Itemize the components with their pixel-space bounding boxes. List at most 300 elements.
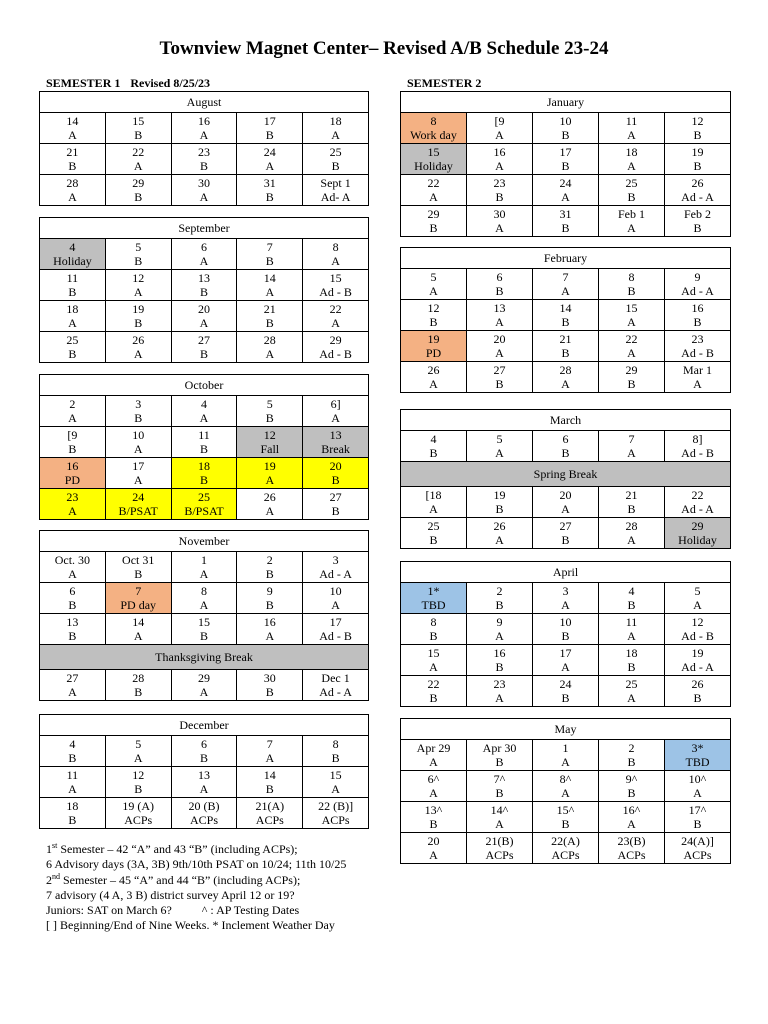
day-type: A (561, 377, 570, 391)
day-cell (105, 670, 171, 701)
day-type: B (693, 128, 702, 142)
month-september (39, 217, 369, 363)
day-type: A (331, 128, 340, 142)
day-type: A (429, 377, 438, 391)
day-type: B (693, 221, 702, 235)
day-cell (467, 362, 533, 393)
day-type: B (627, 377, 636, 391)
day-type: ACPs (255, 813, 284, 827)
page-title: Townview Magnet Center– Revised A/B Schedule 23-24 (159, 38, 609, 59)
day-date: 14 (559, 301, 572, 315)
day-cell (171, 614, 237, 645)
day-cell (105, 144, 171, 175)
day-cell (237, 175, 303, 206)
day-date: 27 (329, 490, 342, 504)
day-type: B (693, 315, 702, 329)
day-date: 4 (69, 240, 76, 254)
day-cell (171, 175, 237, 206)
day-date: 13 (329, 428, 342, 442)
day-type: B (134, 685, 143, 699)
day-date: 13 (493, 301, 506, 315)
day-type: A (331, 316, 340, 330)
day-date: 4 (69, 737, 76, 751)
day-type: B (495, 502, 504, 516)
day-date: 31 (263, 176, 276, 190)
day-type: A (429, 284, 438, 298)
day-cell (171, 270, 237, 301)
day-type: B (68, 813, 77, 827)
day-date: 16^ (622, 803, 641, 817)
week-row (40, 239, 369, 270)
revised-date: Revised 8/25/23 (130, 76, 211, 90)
day-date: 12 (263, 428, 276, 442)
day-cell (303, 489, 369, 520)
day-date: 23(B) (617, 834, 646, 848)
note-line (46, 857, 346, 872)
day-cell (401, 113, 467, 144)
day-type: A (265, 473, 275, 487)
day-type: B (429, 817, 438, 831)
day-cell (401, 300, 467, 331)
week-row (401, 144, 731, 175)
day-date: 15^ (556, 803, 575, 817)
day-cell (40, 552, 106, 583)
day-cell (40, 239, 106, 270)
day-date: 8 (332, 737, 339, 751)
day-type: A (561, 502, 570, 516)
month-name: April (401, 562, 731, 583)
month-name: September (40, 218, 369, 239)
month-august (39, 91, 369, 206)
day-type: A (627, 817, 636, 831)
month-march (400, 409, 731, 549)
day-date: 9 (694, 270, 701, 284)
day-type: Ad - B (319, 285, 352, 299)
day-cell (237, 552, 303, 583)
day-type: A (265, 504, 275, 518)
day-type: B (561, 533, 570, 547)
day-type: A (68, 411, 77, 425)
day-cell (401, 645, 467, 676)
day-cell (40, 583, 106, 614)
day-type: Fall (260, 442, 280, 456)
day-date: Apr 29 (416, 741, 451, 755)
day-date: 7 (266, 737, 273, 751)
day-cell (303, 458, 369, 489)
day-cell (171, 144, 237, 175)
note-text: Juniors: SAT on March 6? ^ : AP Testing Dates (46, 903, 300, 918)
day-cell (665, 518, 731, 549)
day-cell (401, 583, 467, 614)
day-cell (171, 670, 237, 701)
day-cell (40, 113, 106, 144)
day-type: A (199, 567, 209, 581)
day-date: 9 (266, 584, 273, 598)
day-cell (467, 676, 533, 707)
schedule-notes (46, 842, 346, 934)
note-line (46, 873, 346, 888)
day-cell (533, 518, 599, 549)
day-cell (303, 270, 369, 301)
day-type: A (68, 316, 77, 330)
day-type: A (693, 598, 702, 612)
note-line (46, 842, 346, 857)
day-date: 12 (132, 271, 145, 285)
day-cell (401, 144, 467, 175)
day-date: 1 (562, 741, 569, 755)
day-date: 16 (691, 301, 704, 315)
day-date: 16 (493, 646, 506, 660)
week-row (401, 175, 731, 206)
day-cell (171, 798, 237, 829)
day-cell (40, 798, 106, 829)
day-cell (237, 614, 303, 645)
day-cell (599, 518, 665, 549)
month-name: October (40, 375, 369, 396)
day-type: B (561, 346, 570, 360)
day-date: 16 (197, 114, 210, 128)
week-row (401, 269, 731, 300)
day-cell (303, 175, 369, 206)
day-date: 8 (332, 240, 339, 254)
day-type: B (134, 128, 143, 142)
semester-2-heading (407, 76, 481, 91)
day-cell (533, 740, 599, 771)
day-date: [9 (494, 114, 505, 128)
day-date: 19 (427, 332, 440, 346)
week-row (40, 270, 369, 301)
week-row (401, 833, 731, 864)
day-type: A (331, 254, 340, 268)
day-cell (171, 489, 237, 520)
day-date: 27 (197, 333, 210, 347)
day-date: 27 (559, 519, 572, 533)
day-cell (303, 427, 369, 458)
day-cell (40, 767, 106, 798)
day-date: 9 (496, 615, 503, 629)
day-cell (105, 736, 171, 767)
semester-1-heading (46, 76, 210, 91)
day-cell (599, 206, 665, 237)
day-cell (303, 301, 369, 332)
day-date: 25 (625, 677, 638, 691)
week-row (401, 431, 731, 462)
day-date: Oct 31 (122, 553, 155, 567)
day-date: 6 (200, 240, 207, 254)
day-type: A (199, 411, 209, 425)
day-date: 26 (493, 519, 506, 533)
day-type: B (627, 786, 636, 800)
day-cell (599, 802, 665, 833)
day-date: 5 (430, 270, 437, 284)
day-type: A (68, 504, 77, 518)
day-cell (467, 431, 533, 462)
day-cell (665, 833, 731, 864)
day-date: 12 (691, 615, 704, 629)
day-cell (303, 614, 369, 645)
day-date: 10 (559, 615, 572, 629)
day-type: A (495, 691, 504, 705)
day-date: 21 (625, 488, 638, 502)
day-date: Mar 1 (683, 363, 712, 377)
day-type: A (429, 848, 438, 862)
week-row (40, 113, 369, 144)
day-cell (599, 676, 665, 707)
day-type: B (68, 442, 77, 456)
day-type: B (265, 316, 274, 330)
day-cell (533, 771, 599, 802)
day-cell (303, 552, 369, 583)
day-date: 26 (263, 490, 276, 504)
day-date: Feb 1 (618, 207, 645, 221)
day-type: Ad- A (320, 190, 351, 204)
day-date: 24 (132, 490, 145, 504)
week-row (401, 462, 731, 487)
day-type: A (627, 128, 636, 142)
day-type: Ad - A (681, 660, 714, 674)
week-row (40, 552, 369, 583)
week-row (401, 771, 731, 802)
day-date: 29 (329, 333, 342, 347)
day-date: [18 (425, 488, 442, 502)
day-cell (237, 583, 303, 614)
day-date: 12 (427, 301, 440, 315)
day-date: 31 (559, 207, 572, 221)
day-date: 24 (559, 176, 572, 190)
note-line (46, 903, 346, 918)
week-row (401, 676, 731, 707)
day-cell (467, 144, 533, 175)
day-date: 4 (628, 584, 635, 598)
day-cell (40, 175, 106, 206)
day-date: 6 (69, 584, 76, 598)
day-type: Ad - B (681, 346, 714, 360)
day-cell (171, 239, 237, 270)
day-date: 24 (559, 677, 572, 691)
week-row (40, 645, 369, 670)
day-date: Feb 2 (684, 207, 711, 221)
day-cell (599, 771, 665, 802)
day-date: 18 (66, 302, 79, 316)
day-type: Work day (410, 128, 457, 142)
day-date: 15 (197, 615, 210, 629)
day-type: B (134, 782, 143, 796)
day-type: A (265, 629, 275, 643)
month-april (400, 561, 731, 707)
day-cell (467, 583, 533, 614)
day-cell (171, 396, 237, 427)
day-date: 26 (691, 677, 704, 691)
day-cell (467, 175, 533, 206)
week-row (401, 113, 731, 144)
day-date: 5 (496, 432, 503, 446)
day-type: B (495, 660, 504, 674)
day-cell (237, 427, 303, 458)
day-cell (105, 614, 171, 645)
day-date: 14 (66, 114, 79, 128)
day-type: B (68, 751, 77, 765)
semester-2-label: SEMESTER 2 (407, 76, 482, 90)
day-type: A (133, 751, 143, 765)
day-cell (237, 144, 303, 175)
day-date: 28 (263, 333, 276, 347)
day-date: 10 (559, 114, 572, 128)
month-name: February (401, 248, 731, 269)
day-date: 8^ (559, 772, 572, 786)
day-type: A (627, 533, 636, 547)
month-january (400, 91, 731, 237)
day-type: ACPs (683, 848, 712, 862)
note-line (46, 888, 346, 903)
day-date: 21 (263, 302, 276, 316)
day-cell (171, 301, 237, 332)
day-type: B (627, 190, 636, 204)
day-date: 12 (691, 114, 704, 128)
month-february (400, 247, 731, 393)
day-type: B (429, 629, 438, 643)
day-cell (599, 269, 665, 300)
day-type: A (693, 786, 702, 800)
day-date: 12 (132, 768, 145, 782)
day-type: ACPs (189, 813, 218, 827)
day-date: 20 (427, 834, 440, 848)
day-type: Ad - A (319, 685, 352, 699)
day-date: 20 (559, 488, 572, 502)
day-type: B (199, 751, 208, 765)
day-date: 21 (66, 145, 79, 159)
day-cell (303, 583, 369, 614)
note-ordinal-suffix: st (52, 841, 58, 850)
day-cell (665, 144, 731, 175)
day-date: 3 (332, 553, 339, 567)
day-date: 29 (132, 176, 145, 190)
month-name: November (40, 531, 369, 552)
day-date: 16 (493, 145, 506, 159)
day-cell (533, 269, 599, 300)
day-cell (401, 206, 467, 237)
day-date: 2 (496, 584, 503, 598)
day-type: TBD (685, 755, 710, 769)
day-date: 28 (66, 176, 79, 190)
day-cell (467, 331, 533, 362)
day-type: Holiday (53, 254, 92, 268)
day-cell (105, 175, 171, 206)
day-type: A (331, 598, 340, 612)
day-type: B (134, 316, 143, 330)
note-number: 2 (46, 872, 52, 887)
day-cell (303, 332, 369, 363)
day-type: B (429, 691, 438, 705)
day-cell (665, 431, 731, 462)
day-date: 4 (200, 397, 207, 411)
day-type: B (561, 128, 570, 142)
day-type: B (265, 128, 274, 142)
day-cell (237, 270, 303, 301)
day-type: B (199, 629, 208, 643)
day-cell (665, 771, 731, 802)
day-cell (171, 736, 237, 767)
day-date: 23 (493, 677, 506, 691)
week-row (40, 301, 369, 332)
day-type: Ad - A (681, 284, 714, 298)
day-cell (533, 175, 599, 206)
week-row (401, 331, 731, 362)
week-row (401, 206, 731, 237)
day-cell (40, 458, 106, 489)
day-cell (237, 239, 303, 270)
day-type: A (495, 533, 504, 547)
day-cell (599, 331, 665, 362)
day-cell (665, 583, 731, 614)
day-type: A (199, 254, 209, 268)
day-cell (40, 427, 106, 458)
day-cell (533, 113, 599, 144)
day-date: 19 (132, 302, 145, 316)
day-type: A (627, 629, 636, 643)
day-cell (105, 113, 171, 144)
day-type: B (693, 817, 702, 831)
day-date: 19 (691, 646, 704, 660)
week-row (40, 144, 369, 175)
day-cell (171, 332, 237, 363)
day-date: 17 (329, 615, 342, 629)
day-type: A (133, 347, 143, 361)
day-date: 10 (132, 428, 145, 442)
day-date: Apr 30 (482, 741, 517, 755)
day-date: 24 (263, 145, 276, 159)
day-date: 14^ (490, 803, 509, 817)
week-row (40, 736, 369, 767)
week-row (40, 458, 369, 489)
note-text: 6 Advisory days (3A, 3B) 9th/10th PSAT on 10/24; 11th 10/25 (46, 857, 347, 872)
day-cell (40, 736, 106, 767)
day-cell (303, 736, 369, 767)
day-type: B (429, 315, 438, 329)
day-date: 3* (691, 741, 704, 755)
day-cell (599, 645, 665, 676)
day-date: 3 (562, 584, 569, 598)
day-type: B (561, 315, 570, 329)
day-type: B (265, 598, 274, 612)
day-cell (303, 144, 369, 175)
day-date: Sept 1 (320, 176, 351, 190)
day-type: A (429, 660, 438, 674)
day-date: 11 (625, 114, 638, 128)
note-line (46, 918, 346, 933)
day-cell (533, 676, 599, 707)
day-date: 30 (263, 671, 276, 685)
day-date: 13 (66, 615, 79, 629)
day-type: B (627, 660, 636, 674)
day-date: 20 (329, 459, 342, 473)
day-cell (171, 767, 237, 798)
day-date: 5 (266, 397, 273, 411)
day-type: Ad - B (319, 347, 352, 361)
day-cell (665, 614, 731, 645)
day-cell (105, 489, 171, 520)
day-type: B (265, 567, 274, 581)
day-cell (665, 676, 731, 707)
day-cell (599, 144, 665, 175)
day-date: 8] (692, 432, 703, 446)
note-text: Semester – 42 “A” and 43 “B” (including ACPs); (57, 842, 298, 856)
day-type: A (68, 782, 77, 796)
day-date: 22 (B)] (318, 799, 354, 813)
day-type: A (265, 159, 275, 173)
day-date: 14 (263, 271, 276, 285)
day-date: 16 (263, 615, 276, 629)
day-type: B (495, 377, 504, 391)
